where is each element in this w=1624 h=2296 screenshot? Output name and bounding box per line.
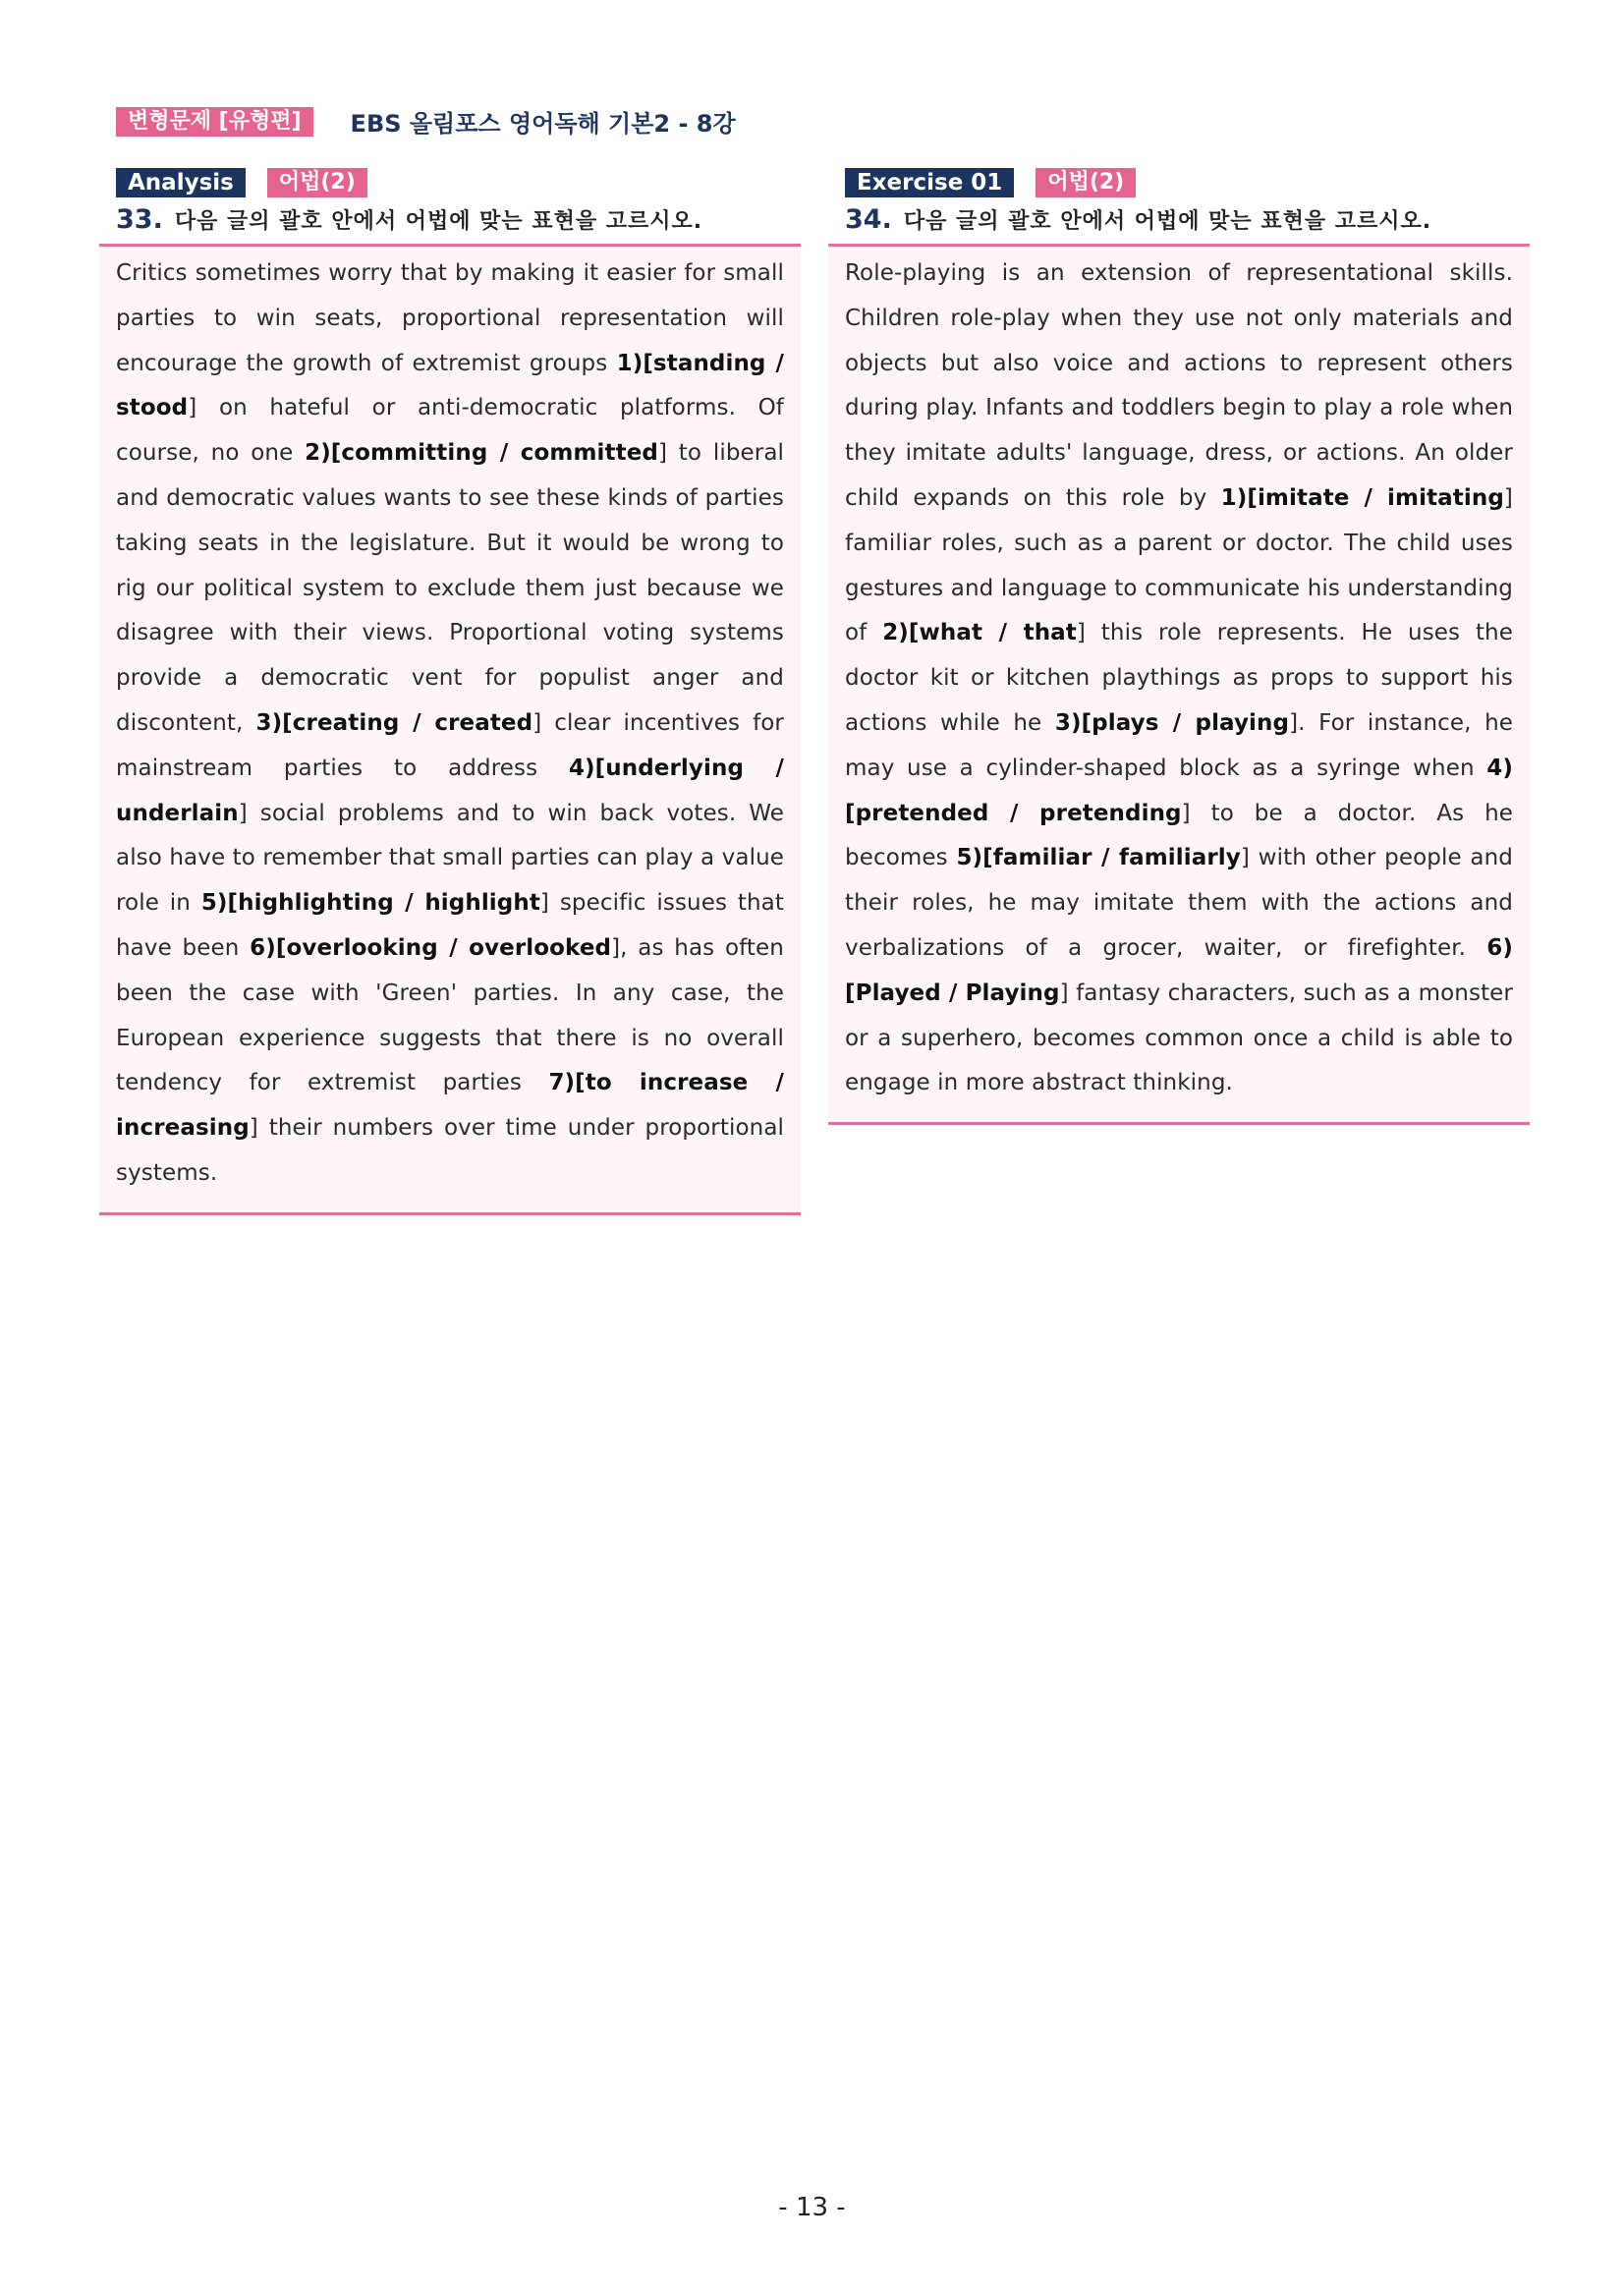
passage-segment: ] this role represents. He uses the doctor kit or kitchen playthings as props to support his actions while he [845,620,1513,736]
answer-choice: 5)[familiar / familiarly [956,845,1241,871]
question-tags [116,169,801,196]
answer-choice: 5)[highlighting / highlight [200,890,540,917]
analysis-tag: Analysis [116,168,246,197]
question-number: 33. [116,204,163,235]
passage-segment: ] to be a doctor. As he becomes [845,800,1513,871]
passage-text [845,252,1513,1106]
question-34-column [828,169,1530,1125]
answer-choice: 2)[committing / committed [305,440,658,467]
answer-choice: 6)[overlooking / overlooked [250,934,612,961]
category-tag: 어법(2) [1036,168,1136,197]
passage-segment: ] their numbers over time under proportional systems. [116,1115,784,1186]
passage-segment: ]. For instance, he may use a cylinder-shaped block as a syringe when [845,709,1513,781]
page-header [116,104,736,139]
category-tag: 어법(2) [267,168,367,197]
exercise-tag: Exercise 01 [845,168,1014,197]
passage-segment: ] social problems and to win back votes. We also have to remember that small parties can play a value role in [116,800,784,917]
question-instruction: 다음 글의 괄호 안에서 어법에 맞는 표현을 고르시오. [903,209,1432,234]
passage-segment: ] to liberal and democratic values wants to see these kinds of parties taking seats in the legislature. But it would be wrong to rig our political system to exclude them just because we disagree with their views. Proportional voting systems provide a democratic vent for populist anger and discontent, [116,440,785,736]
answer-choice: 1)[imitate / imitating [1220,484,1504,511]
question-heading [845,204,1530,238]
answer-choice: 3)[creating / created [255,709,533,736]
passage-box [828,244,1530,1125]
page-number: - 13 - [778,2193,846,2222]
passage-box [99,244,801,1215]
section-tag: 변형문제 [유형편] [116,107,313,137]
question-33-column [99,169,801,1215]
passage-segment: ], as has often been the case with 'Green' parties. In any case, the European experience suggests that there is no overall tendency for extremist parties [116,934,784,1096]
answer-choice: 6)[Played / Playing [845,934,1513,1006]
question-number: 34. [845,204,892,235]
answer-choice: 2)[what / that [882,620,1077,646]
passage-segment: ] with other people and their roles, he may imitate them with the actions and verbalizations of a grocer, waiter, or firefighter. [845,845,1514,961]
passage-segment: ] specific issues that have been [116,890,784,961]
question-instruction: 다음 글의 괄호 안에서 어법에 맞는 표현을 고르시오. [174,209,703,234]
passage-segment: ] clear incentives for mainstream parties to address [116,709,784,781]
answer-choice: 3)[plays / playing [1054,709,1290,736]
document-title: EBS 올림포스 영어독해 기본2 - 8강 [350,110,736,138]
passage-segment: Critics sometimes worry that by making it easier for small parties to win seats, proportional representation will encourage the growth of extremist groups [116,260,784,376]
answer-choice: 1)[standing / stood [116,350,784,421]
question-heading [116,204,801,238]
answer-choice: 4)[underlying / underlain [116,755,785,826]
passage-segment: ] on hateful or anti-democratic platforms. Of course, no one [116,395,784,467]
answer-choice: 4)[pretended / pretending [845,755,1513,826]
answer-choice: 7)[to increase / increasing [116,1070,785,1142]
passage-segment: Role-playing is an extension of representational skills. Children role-play when they use not only materials and objects but also voice and actions to represent others during play. Infants and toddlers begin to play a role when they imitate adults' language, dress, or actions. An older child expands on this role by [845,260,1513,511]
passage-segment: ] fantasy characters, such as a monster or a superhero, becomes common once a child is able to engage in more abstract thinking. [845,980,1513,1096]
passage-text [116,252,784,1197]
passage-segment: ] familiar roles, such as a parent or doctor. The child uses gestures and language to communicate his understanding of [845,484,1513,646]
question-tags [845,169,1530,196]
